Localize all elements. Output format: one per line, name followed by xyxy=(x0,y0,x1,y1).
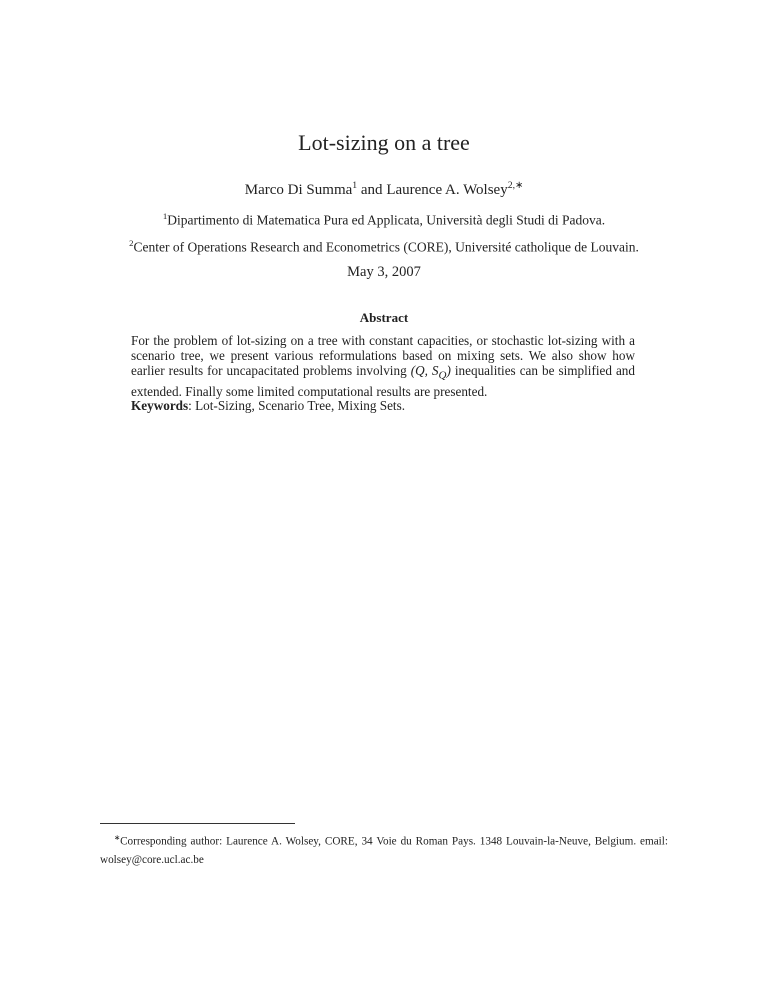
keywords xyxy=(131,398,405,414)
author-list xyxy=(0,180,768,199)
author-name: Marco Di Summa xyxy=(244,182,353,198)
paper-title: Lot-sizing on a tree xyxy=(298,130,470,155)
paper-date: May 3, 2007 xyxy=(347,264,421,280)
author-connector: and xyxy=(357,182,387,198)
keywords-label: Keywords xyxy=(131,398,189,413)
affiliation-mark: 1 xyxy=(162,211,168,221)
affiliation-mark: 1 xyxy=(352,180,358,191)
keywords-text: : Lot-Sizing, Scenario Tree, Mixing Sets. xyxy=(188,398,406,413)
affiliation-mark: 2,∗ xyxy=(507,180,524,191)
affiliation-text: Center of Operations Research and Econometrics (CORE), Université catholique de Louvain. xyxy=(133,239,639,255)
abstract-body xyxy=(131,333,635,399)
footnote-text: Corresponding author: Laurence A. Wolsey, CORE, 34 Voie du Roman Pays. 1348 Louvain-la-Neuve, Belgium. email: wolsey@core.ucl.ac.be xyxy=(100,835,668,866)
abstract-text: inequalities can be simplified and extended. Finally some limited computational results are presented. xyxy=(131,363,635,400)
math-text: ) xyxy=(446,363,451,379)
math-text: (Q, S xyxy=(410,363,439,379)
footnote-mark: ∗ xyxy=(114,834,121,842)
affiliation xyxy=(0,238,768,256)
math-expression xyxy=(410,363,451,383)
abstract-heading: Abstract xyxy=(359,310,409,325)
affiliation-text: Dipartimento di Matematica Pura ed Applicata, Università degli Studi di Padova. xyxy=(167,212,606,228)
affiliation xyxy=(0,211,768,229)
footnote-rule xyxy=(100,823,295,824)
math-subscript: Q xyxy=(438,370,447,383)
affiliation-mark: 2 xyxy=(129,238,134,248)
author-name: Laurence A. Wolsey xyxy=(386,182,508,198)
footnote xyxy=(100,829,668,869)
abstract-text: For the problem of lot-sizing on a tree with constant capacities, or stochastic lot-sizing with a scenario tree, we present various reformulations based on mixing sets. We also show how earlier results for uncapacitated problems involving xyxy=(131,333,635,379)
